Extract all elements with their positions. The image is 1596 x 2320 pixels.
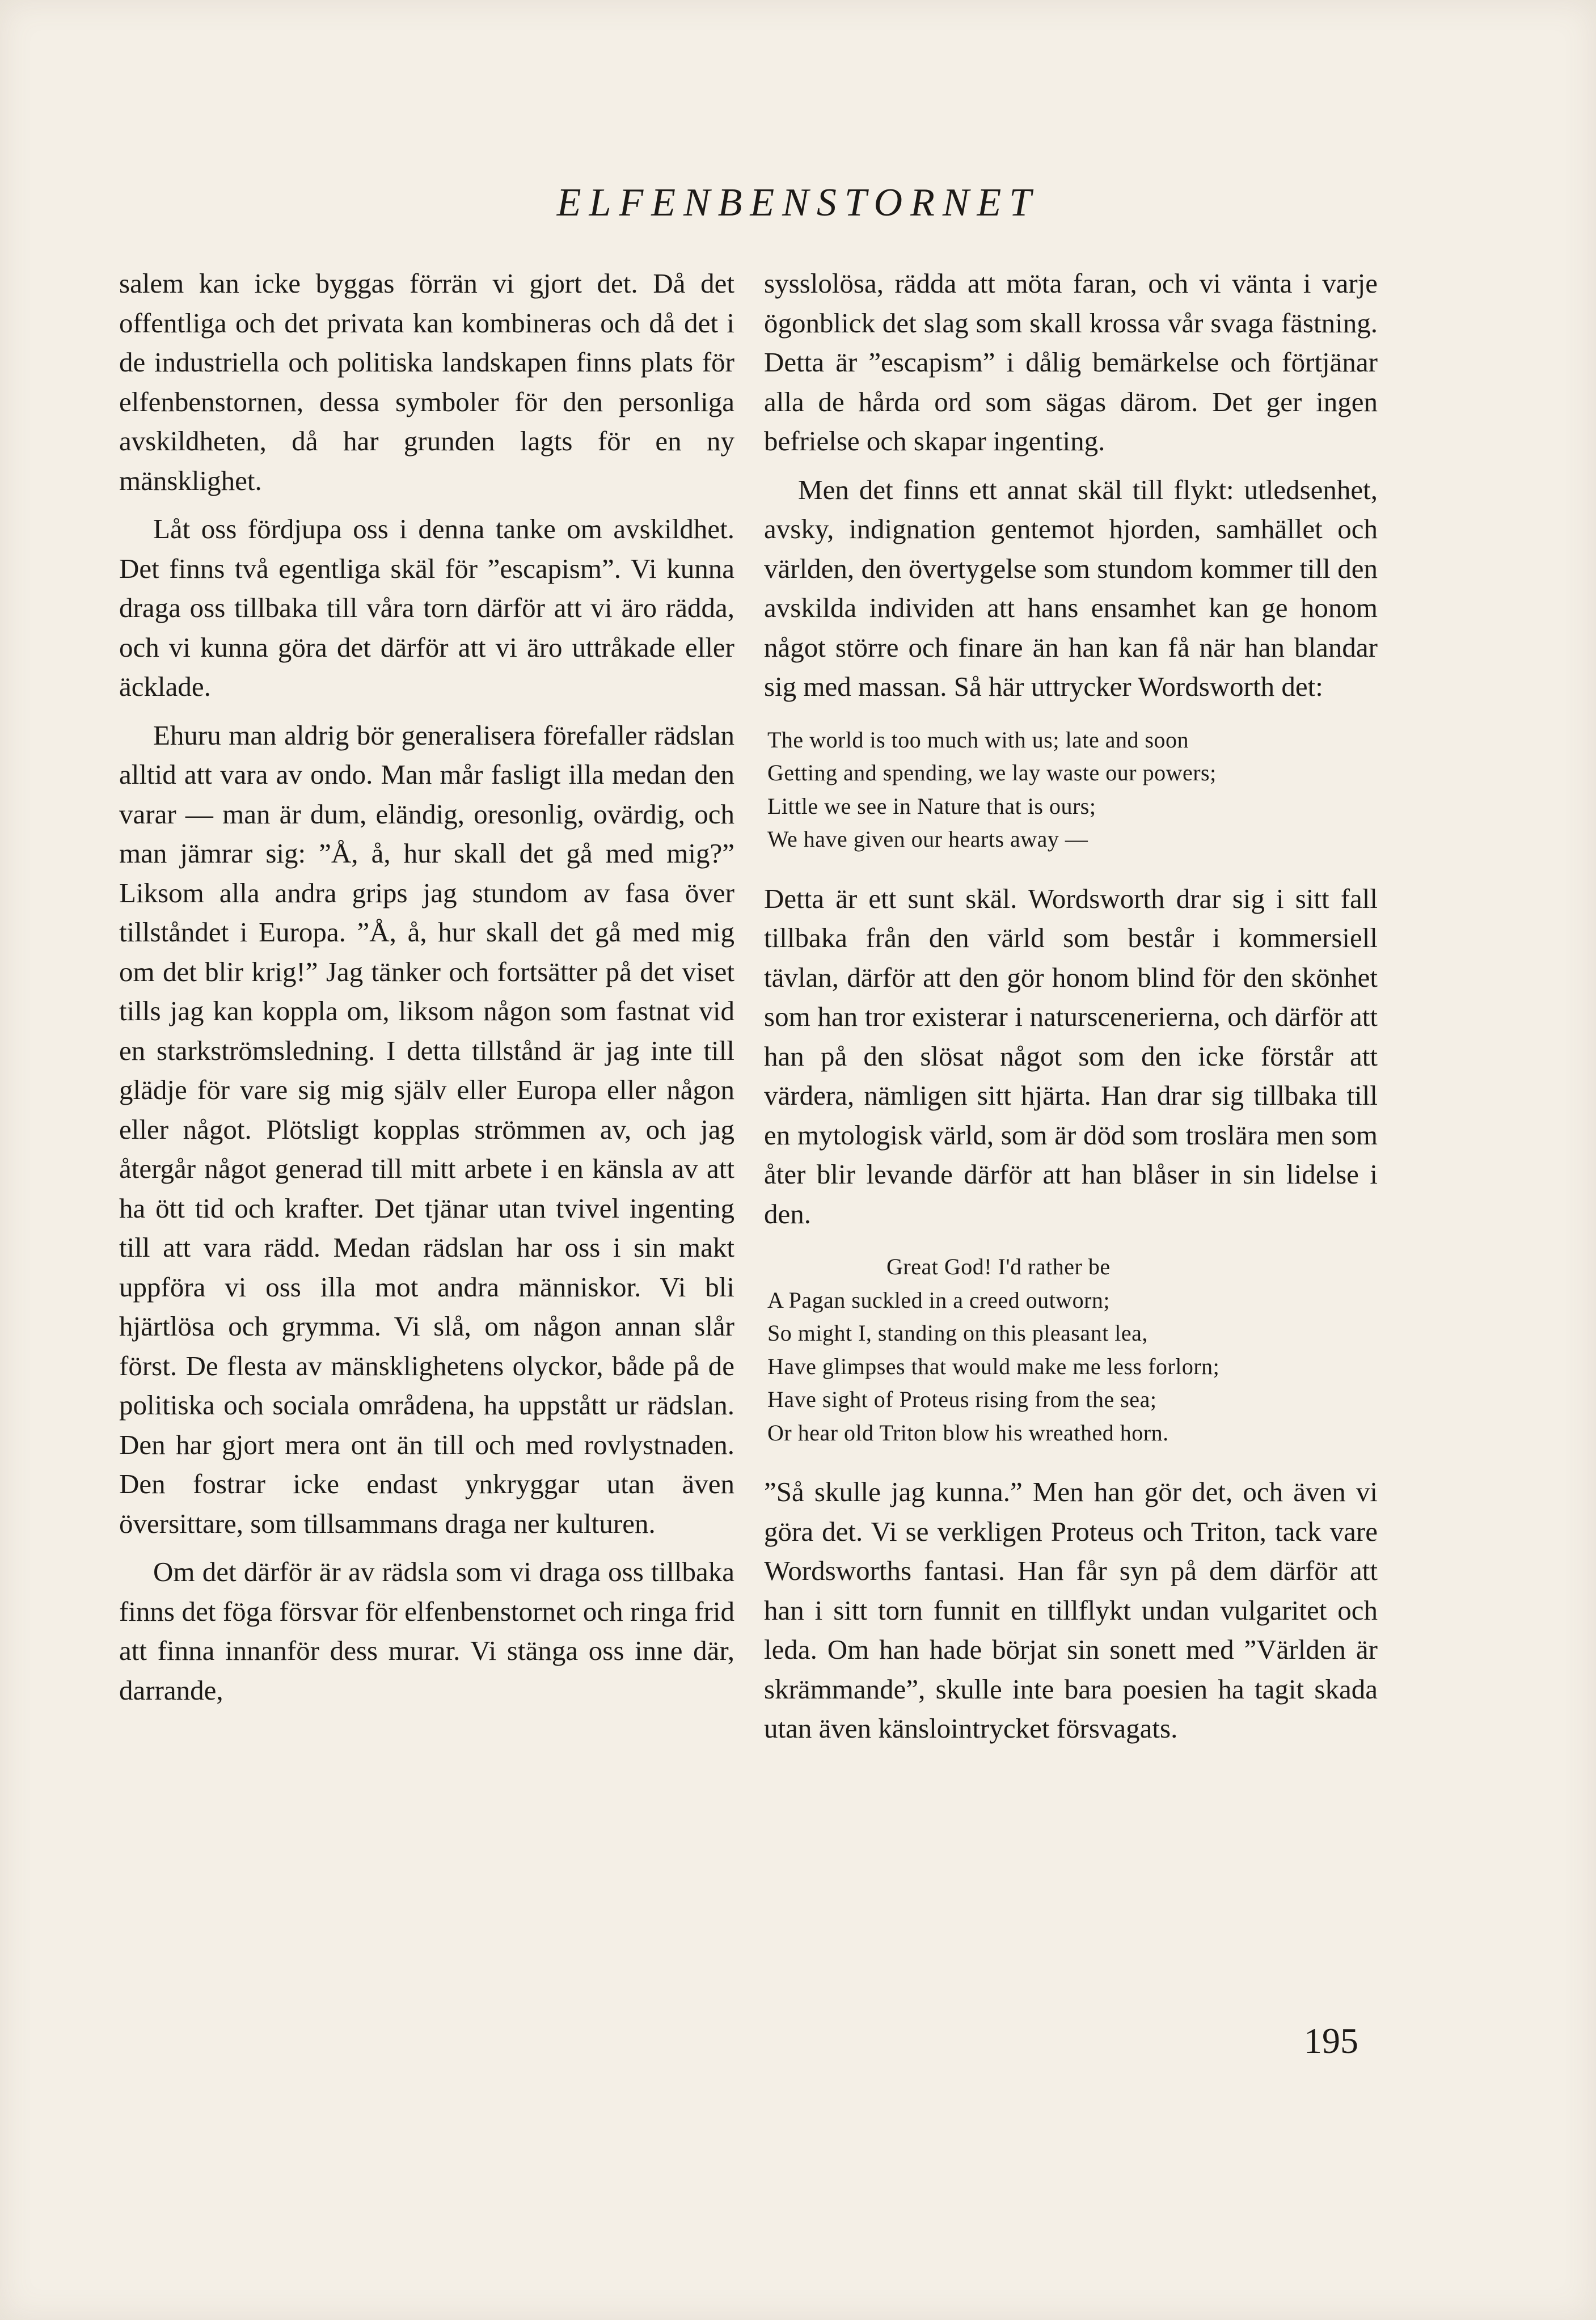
verse-line: Getting and spending, we lay waste our powers; bbox=[767, 760, 1217, 785]
verse-line: Or hear old Triton blow his wreathed horn. bbox=[767, 1419, 1169, 1446]
running-title: ELFENBENSTORNET bbox=[556, 181, 1040, 225]
verse-line: So might I, standing on this pleasant lea, bbox=[767, 1320, 1148, 1346]
page-number: 195 bbox=[1304, 2021, 1358, 2061]
verse-line: Have sight of Proteus rising from the sea; bbox=[767, 1387, 1157, 1412]
verse-line: Little we see in Nature that is ours; bbox=[767, 793, 1096, 819]
verse-line: Have glimpses that would make me less forlorn; bbox=[767, 1353, 1220, 1379]
verse-line: A Pagan suckled in a creed outworn; bbox=[767, 1287, 1111, 1313]
paragraph: Låt oss fördjupa oss i denna tanke om avskildhet. Det finns två egentliga skäl för ”escapism”. Vi kunna draga oss tillbaka till våra torn därför att vi äro rädda, och vi kunna göra det därför att vi äro uttråkade eller äcklade. bbox=[119, 513, 734, 702]
paragraph: Men det finns ett annat skäl till flykt: utledsenhet, avsky, indignation gentemot hjorden, samhället och världen, den övertygelse som stundom kommer till den avskilda individen att hans ensamhet kan ge honom något större och finare än han kan få när han blandar sig med massan. Så här uttrycker Wordsworth det: bbox=[764, 474, 1378, 702]
verse-quote-wordsworth bbox=[767, 724, 1378, 856]
paragraph: Ehuru man aldrig bör generalisera förefaller rädslan alltid att vara av ondo. Man mår fasligt illa medan den varar — man är dum, eländig, oresonlig, ovärdig, och man jämrar sig: ”Å, å, hur skall det gå med mig?” Liksom alla andra grips jag stundom av fasa över tillståndet i Europa. ”Å, å, hur skall det gå med mig om det blir krig!” Jag tänker och fortsätter på det viset tills jag kan koppla om, liksom någon som fastnat vid en starkströmsledning. I detta tillstånd är jag inte till glädje för vare sig mig själv eller Europa eller någon eller något. Plötsligt kopplas strömmen av, och jag återgår något generad till mitt arbete i en känsla av att ha ött tid och krafter. Det tjänar utan tvivel ingenting till att vara rädd. Medan rädslan har oss i sin makt uppföra vi oss illa mot andra människor. Vi bli hjärtlösa och grymma. Vi slå, om någon annan slår först. De flesta av mänsklighetens olyckor, både på de politiska och sociala områdena, ha uppstått ur rädslan. Den har gjort mera ont än till och med rovlystnaden. Den fostrar icke endast ynkryggar utan även översittare, som tillsammans draga ner kulturen. bbox=[119, 719, 734, 1539]
paragraph: Detta är ett sunt skäl. Wordsworth drar sig i sitt fall tillbaka från den värld som består i kommersiell tävlan, därför att den gör honom blind för den skönhet som han tror existerar i naturscenerierna, och därför att han på den slösat något som den icke förstår att värdera, nämligen sitt hjärta. Han drar sig tillbaka till en mytologisk värld, som är död som troslära men som åter blir levande därför att han blåser in sin lidelse i den. bbox=[764, 882, 1378, 1229]
right-column bbox=[764, 264, 1378, 1757]
paragraph: salem kan icke byggas förrän vi gjort det. Då det offentliga och det privata kan kombineras och då det i de industriella och politiska landskapen finns plats för elfenbenstornen, dessa symboler för den personliga avskildheten, då har grunden lagts för en ny mänsklighet. bbox=[119, 268, 734, 496]
verse-line: We have given our hearts away — bbox=[767, 826, 1088, 852]
verse-quote-sonnet bbox=[767, 1250, 1378, 1450]
left-column bbox=[119, 264, 734, 1719]
verse-line: Great God! I'd rather be bbox=[886, 1254, 1111, 1279]
paragraph: sysslolösa, rädda att möta faran, och vi vänta i varje ögonblick det slag som skall krossa vår svaga fästning. Detta är ”escapism” i dålig bemärkelse och förtjänar alla de hårda ord som sägas därom. Det ger ingen befrielse och skapar ingenting. bbox=[764, 268, 1378, 457]
verse-line: The world is too much with us; late and soon bbox=[767, 726, 1189, 753]
paragraph: ”Så skulle jag kunna.” Men han gör det, och även vi göra det. Vi se verkligen Proteus och Triton, tack vare Wordsworths fantasi. Han får syn på dem därför att han i sitt torn funnit en tillflykt undan vulgaritet och leda. Om han hade börjat sin sonett med ”Världen är skrämmande”, skulle inte bara poesien ha tagit skada utan även känslointrycket försvagats. bbox=[764, 1476, 1378, 1744]
paragraph: Om det därför är av rädsla som vi draga oss tillbaka finns det föga försvar för elfenbenstornet och ringa frid att finna innanför dess murar. Vi stänga oss inne där, darrande, bbox=[119, 1556, 734, 1706]
